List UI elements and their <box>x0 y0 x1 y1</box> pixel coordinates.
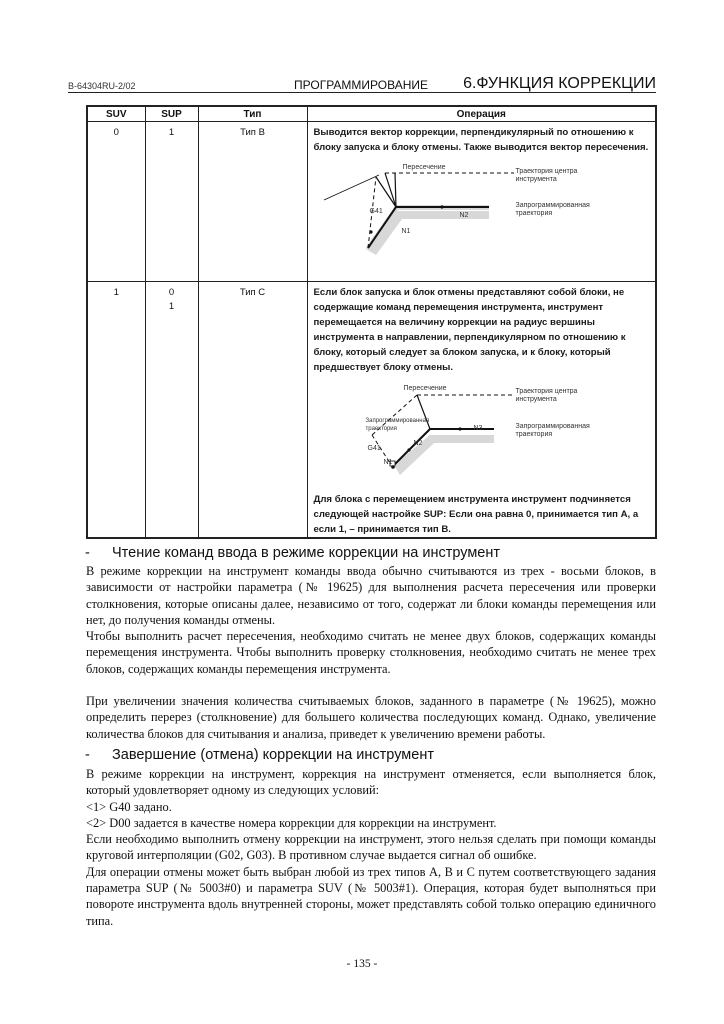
operation-text: Выводится вектор коррекции, перпендикулярный по отношению к блоку запуска и блоку отмены. Также выводится вектор пересечения. <box>313 127 649 153</box>
type-c-diagram <box>314 383 650 488</box>
cancel-type-table <box>86 105 657 539</box>
label-n2: N2 <box>459 212 469 219</box>
operation-note: Для блока с перемещением инструмента инструмент подчиняется следующей настройке SUP: Если она равна 0, принимается тип A, а если 1, – принимается тип B. <box>313 494 639 535</box>
paragraph: Чтобы выполнить расчет пересечения, необходимо считать не менее двух блоков, содержащих команды перемещения инструмента. Чтобы выполнить проверку столкновения, необходимо считать не менее трех блоков, содержащих команды перемещения инструмента. <box>86 629 656 676</box>
condition-item: <2> D00 задается в качестве номера коррекции для коррекции на инструмент. <box>86 815 497 830</box>
cell-suv: 0 <box>87 122 145 282</box>
label-g41: G41 <box>369 208 383 215</box>
cell-suv: 1 <box>87 282 145 539</box>
cell-type: Тип C <box>198 282 307 539</box>
cell-sup: 1 <box>145 122 198 282</box>
operation-text: Если блок запуска и блок отмены представляют собой блоки, не содержащие команд перемещения инструмента, инструмент перемещается на величину коррекции на радиус вершины инструмента в направлении, перпендикулярном по отношению к блоку, который следует за блоком запуска, и к блоку, который предшествует блоку отмены. <box>313 287 626 373</box>
label-n1: N1 <box>383 459 393 466</box>
label-programmed-path: Запрограммированная траектория <box>515 202 590 217</box>
section-title: Чтение команд ввода в режиме коррекции на инструмент <box>112 545 501 561</box>
sup-value: 0 <box>168 287 175 298</box>
table-row <box>87 122 656 282</box>
page-number: - 135 - <box>346 958 378 970</box>
table-row <box>87 282 656 539</box>
label-intersection: Пересечение <box>402 164 446 171</box>
sup-value: 1 <box>168 301 175 312</box>
type-b-diagram <box>314 155 650 245</box>
section-bullet: - <box>85 747 90 763</box>
label-inner-programmed-path: Запрограммированная траектория <box>365 418 430 432</box>
cell-sup <box>145 282 198 539</box>
column-header-type: Тип <box>198 106 307 122</box>
label-g41: G41 <box>367 445 381 452</box>
chapter-title: 6.ФУНКЦИЯ КОРРЕКЦИИ <box>463 75 656 92</box>
cell-type: Тип B <box>198 122 307 282</box>
paragraph: При увеличении значения количества считываемых блоков, заданного в параметре (№ 19625), можно определить перерез (столкновение) для большего количества последующих команд. Однако, увеличение количества блоков для считывания и анализа, приведет к увеличению времени работы. <box>86 694 656 741</box>
cell-operation <box>307 282 656 539</box>
section-body-cancel <box>86 766 656 929</box>
document-code: B-64304RU-2/02 <box>68 81 136 91</box>
type-b-diagram-graphic <box>314 155 654 255</box>
paragraph: Для операции отмены может быть выбран любой из трех типов A, B и C путем соответствующего задания параметра SUP (№ 5003#0) и параметра SUV (№ 5003#1). Операция, которая будет выполняться при повороте инструмента вдоль внутренней стороны, может представлять собой только операцию единичного типа. <box>86 864 656 928</box>
column-header-sup: SUP <box>145 106 198 122</box>
cell-operation <box>307 122 656 282</box>
label-programmed-path: Запрограммированная траектория <box>515 423 590 438</box>
section-title: ПРОГРАММИРОВАНИЕ <box>294 78 428 92</box>
column-header-operation: Операция <box>307 106 656 122</box>
label-n3: N3 <box>473 425 483 432</box>
label-tool-center-path: Траектория центра инструмента <box>515 388 578 403</box>
page-header <box>68 74 656 93</box>
condition-item: <1> G40 задано. <box>86 799 172 814</box>
column-header-suv: SUV <box>87 106 145 122</box>
label-tool-center-path: Траектория центра инструмента <box>515 168 578 183</box>
section-body-reading <box>86 563 656 742</box>
table-header-row <box>87 106 656 122</box>
section-bullet: - <box>85 545 90 561</box>
label-intersection: Пересечение <box>403 385 447 392</box>
paragraph: В режиме коррекции на инструмент команды ввода обычно считываются из трех - восьми блоков, в зависимости от настройки параметра (№ 19625) для выполнения расчета пересечения или проверки столкновения, которые описаны далее, независимо от того, содержат ли блоки команды перемещения или нет, до получения команды отмены. <box>86 564 656 627</box>
label-n2: N2 <box>413 440 423 447</box>
paragraph: Если необходимо выполнить отмену коррекции на инструмент, этого нельзя сделать при помощи команды круговой интерполяции (G02, G03). В противном случае выдается сигнал об ошибке. <box>86 832 656 863</box>
label-n1: N1 <box>401 228 411 235</box>
paragraph: В режиме коррекции на инструмент, коррекция на инструмент отменяется, если выполняется блок, который удовлетворяет одному из следующих условий: <box>86 767 656 798</box>
type-c-diagram-graphic <box>314 383 654 488</box>
section-title: Завершение (отмена) коррекции на инструмент <box>112 747 434 763</box>
